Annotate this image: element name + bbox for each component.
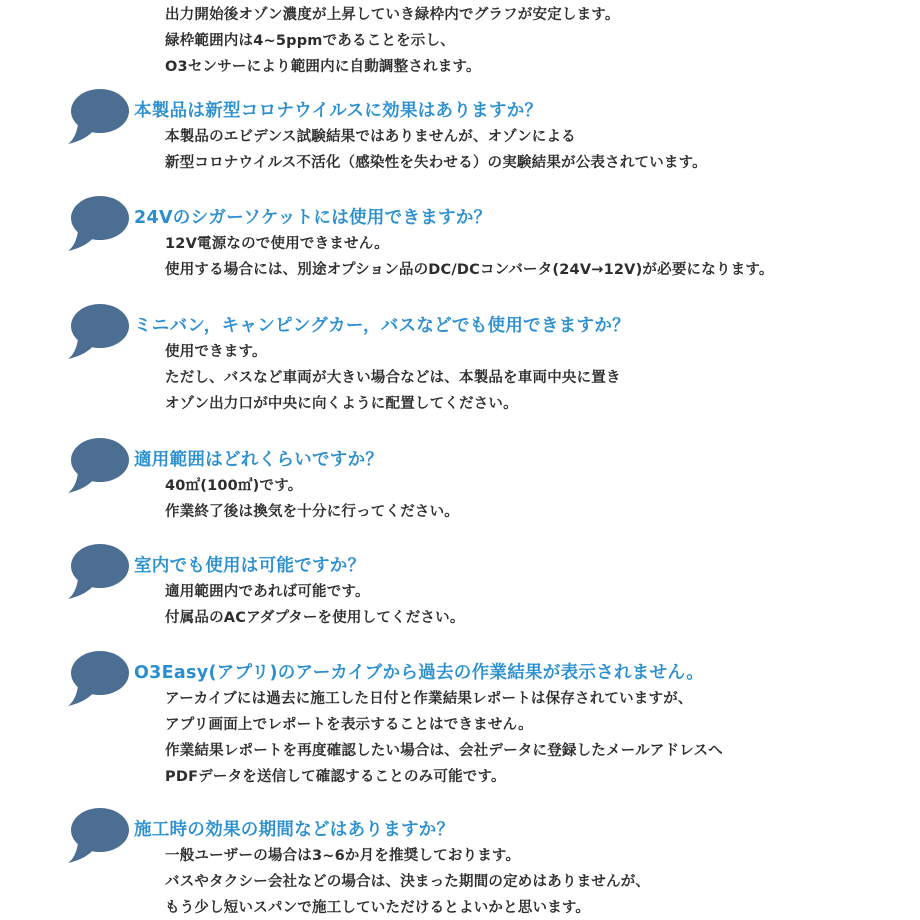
intro-text bbox=[165, 2, 620, 80]
answer-line: 使用できます。 bbox=[165, 344, 267, 360]
speech-bubble-icon bbox=[64, 301, 130, 363]
answer-line: 適用範囲内であれば可能です。 bbox=[165, 584, 370, 600]
answer-line: 付属品のACアダプターを使用してください。 bbox=[165, 610, 465, 626]
faq-question: 施工時の効果の期間などはありますか？ bbox=[134, 820, 455, 840]
speech-bubble-icon bbox=[64, 648, 130, 710]
intro-line: 出力開始後オゾン濃度が上昇していき緑枠内でグラフが安定します。 bbox=[165, 7, 620, 23]
faq-question: 室内でも使用は可能ですか？ bbox=[134, 556, 366, 576]
faq-answer bbox=[165, 339, 621, 417]
answer-line: 40㎡(100㎥)です。 bbox=[165, 478, 303, 494]
faq-answer bbox=[165, 686, 723, 790]
faq-question: 本製品は新型コロナウイルスに効果はありますか？ bbox=[134, 101, 543, 121]
faq-question: 24Vのシガーソケットには使用できますか？ bbox=[134, 208, 492, 228]
answer-line: アーカイブには過去に施工した日付と作業結果レポートは保存されていますが、 bbox=[165, 691, 693, 707]
faq-question: ミニバン，キャンピングカー，バスなどでも使用できますか？ bbox=[134, 316, 630, 336]
answer-line: バスやタクシー会社などの場合は、決まった期間の定めはありませんが、 bbox=[165, 874, 651, 890]
intro-line: 緑枠範囲内は4~5ppmであることを示し、 bbox=[165, 33, 455, 49]
answer-line: もう少し短いスパンで施工していただけるとよいかと思います。 bbox=[165, 900, 591, 916]
faq-question: 適用範囲はどれくらいですか？ bbox=[134, 450, 384, 470]
answer-line: ただし、バスなど車両が大きい場合などは、本製品を車両中央に置き bbox=[165, 370, 621, 386]
speech-bubble-icon bbox=[64, 86, 130, 148]
answer-line: 新型コロナウイルス不活化（感染性を失わせる）の実験結果が公表されています。 bbox=[165, 155, 707, 171]
speech-bubble-icon bbox=[64, 193, 130, 255]
faq-answer bbox=[165, 843, 650, 920]
faq-answer bbox=[165, 579, 465, 631]
speech-bubble-icon bbox=[64, 541, 130, 603]
answer-line: 12V電源なので使用できません。 bbox=[165, 236, 389, 252]
answer-line: オゾン出力口が中央に向くように配置してください。 bbox=[165, 396, 518, 412]
speech-bubble-icon bbox=[64, 435, 130, 497]
speech-bubble-icon bbox=[64, 805, 130, 867]
answer-line: 一般ユーザーの場合は3~6か月を推奨しております。 bbox=[165, 848, 521, 864]
faq-answer bbox=[165, 473, 459, 525]
faq-answer bbox=[165, 231, 774, 283]
answer-line: 作業結果レポートを再度確認したい場合は、会社データに登録したメールアドレスへ bbox=[165, 743, 723, 759]
answer-line: 本製品のエビデンス試験結果ではありませんが、オゾンによる bbox=[165, 129, 576, 145]
answer-line: 使用する場合には、別途オプション品のDC/DCコンバータ(24V→12V)が必要になります。 bbox=[165, 262, 774, 278]
intro-line: O3センサーにより範囲内に自動調整されます。 bbox=[165, 59, 481, 75]
faq-question: O3Easy(アプリ)のアーカイブから過去の作業結果が表示されません。 bbox=[134, 663, 705, 683]
answer-line: PDFデータを送信して確認することのみ可能です。 bbox=[165, 769, 506, 785]
answer-line: 作業終了後は換気を十分に行ってください。 bbox=[165, 504, 459, 520]
answer-line: アプリ画面上でレポートを表示することはできません。 bbox=[165, 717, 533, 733]
faq-answer bbox=[165, 124, 707, 176]
